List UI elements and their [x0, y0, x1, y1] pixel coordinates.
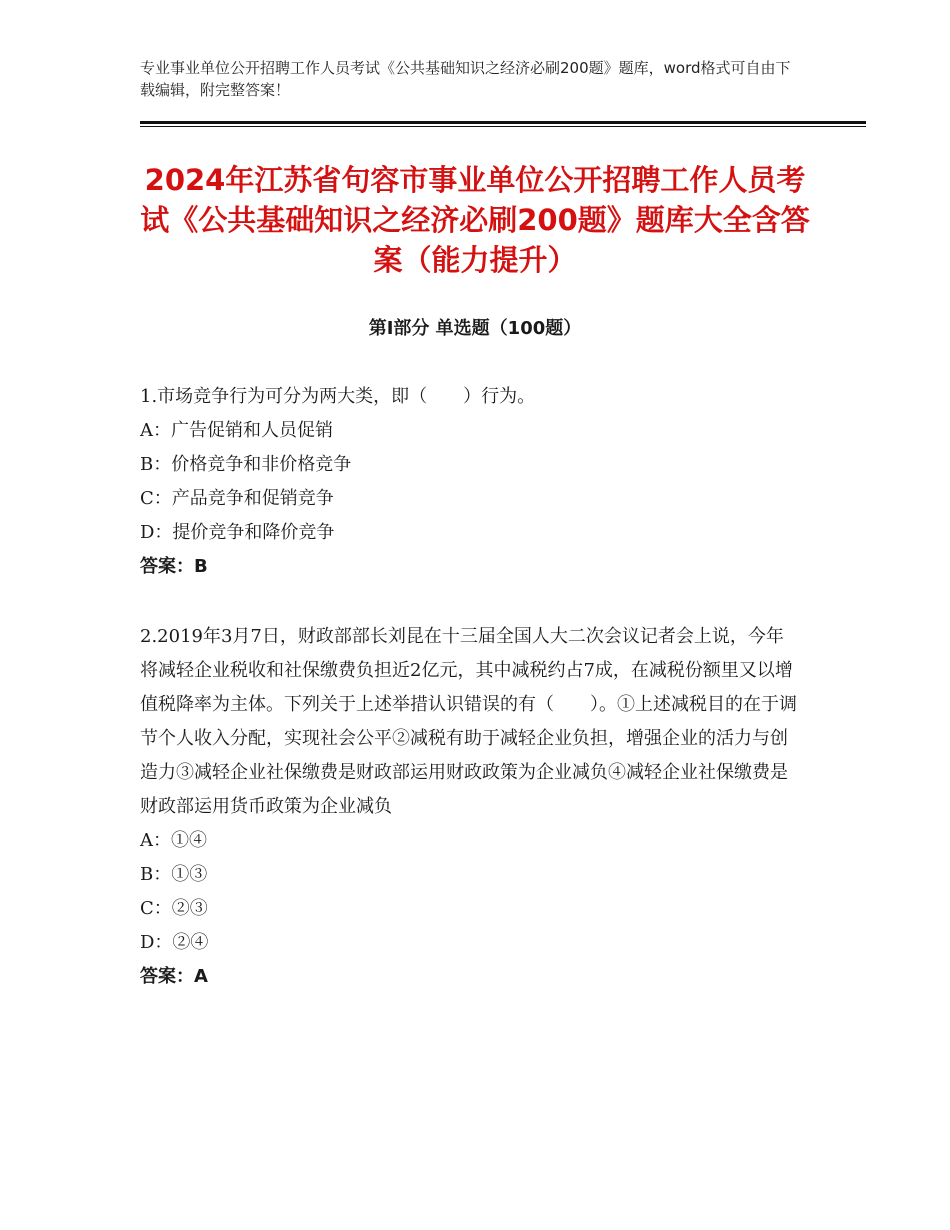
option-c: C：②③ [140, 898, 208, 919]
option-b: B：价格竞争和非价格竞争 [140, 454, 352, 475]
question-1 [140, 380, 800, 584]
option-a: A：广告促销和人员促销 [140, 420, 333, 441]
option-d: D：提价竞争和降价竞争 [140, 522, 335, 543]
question-stem: 1.市场竞争行为可分为两大类，即（ ）行为。 [140, 386, 536, 407]
header-note: 专业事业单位公开招聘工作人员考试《公共基础知识之经济必刷200题》题库，word格式可自由下载编辑，附完整答案！ [140, 59, 791, 99]
header-divider-thick [140, 121, 866, 124]
answer: 答案：A [140, 966, 208, 987]
question-2 [140, 620, 800, 994]
header-divider-thin [140, 126, 866, 127]
answer: 答案：B [140, 556, 208, 577]
question-stem: 2.2019年3月7日，财政部部长刘昆在十三届全国人大二次会议记者会上说，今年将减轻企业税收和社保缴费负担近2亿元，其中减税约占7成，在减税份额里又以增值税降率为主体。下列关于上述举措认识错误的有（ ）。①上述减税目的在于调节个人收入分配，实现社会公平②减税有助于减轻企业负担，增强企业的活力与创造力③减轻企业社保缴费是财政部运用财政政策为企业减负④减轻企业社保缴费是财政部运用货币政策为企业减负 [140, 626, 797, 817]
document-title: 2024年江苏省句容市事业单位公开招聘工作人员考试《公共基础知识之经济必刷200题》题库大全含答案（能力提升） [140, 163, 810, 277]
option-d: D：②④ [140, 932, 209, 953]
option-c: C：产品竞争和促销竞争 [140, 488, 334, 509]
option-b: B：①③ [140, 864, 208, 885]
option-a: A：①④ [140, 830, 207, 851]
section-title: 第Ⅰ部分 单选题（100题） [368, 318, 582, 339]
